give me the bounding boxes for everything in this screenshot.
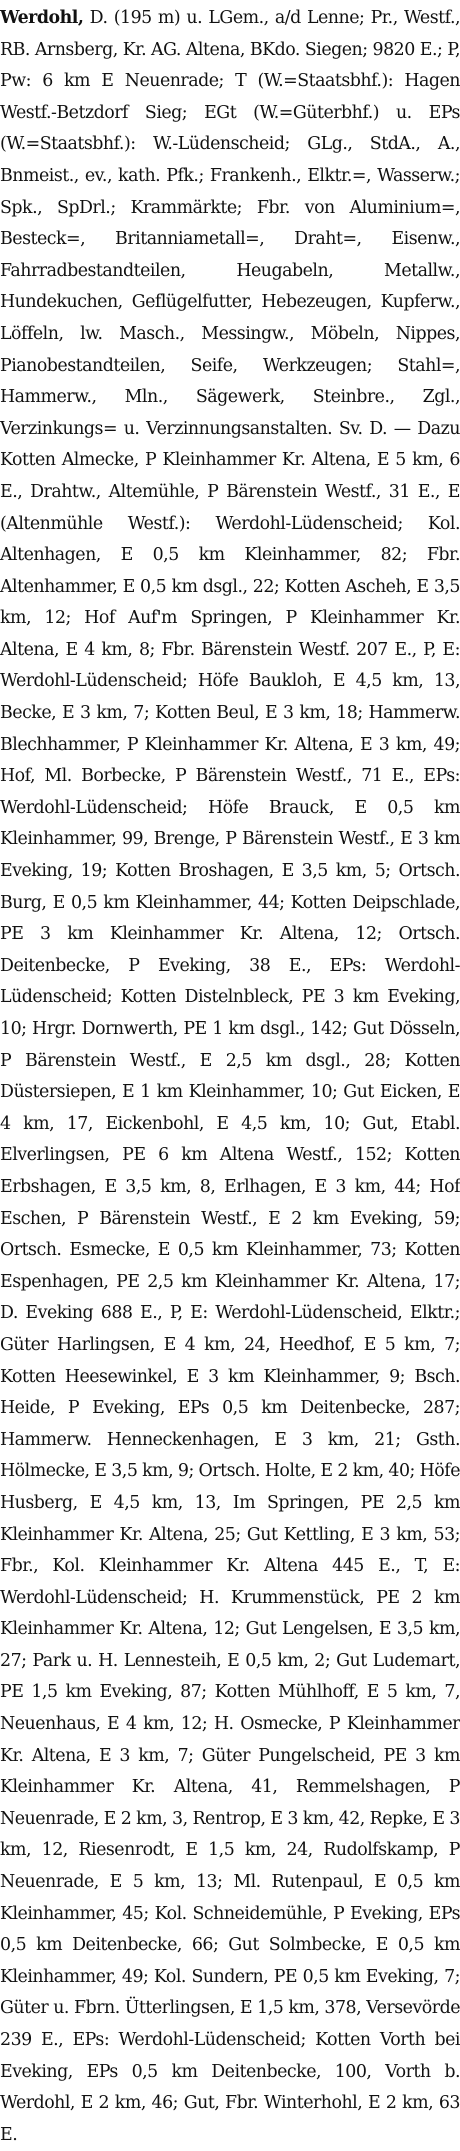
entry-body: D. (195 m) u. LGem., a/d Lenne; Pr., Westf., RB. Arnsberg, Kr. AG. Altena, BKdo. Siegen; 9820 E.; P, Pw: 6 km E Neuenrade; T (W.=Staatsbhf.): Hagen Westf.-Betzdorf Sieg; EGt (W.=Güterbhf.) u. EPs (W.=Staatsbhf.): W.-Lüdenscheid; GLg., StdA., A., Bnmeist., ev., kath. Pfk.; Frankenh., Elktr.=, Wasserw.; Spk., SpDrl.; Krammärkte; Fbr. von Aluminium=, Besteck=, Britanniametall=, Draht=, Eisenw., Fahrradbestandteilen, Heugabeln, Metallw., Hundekuchen, Geflügelfutter, Hebezeugen, Kupferw., Löffeln, lw. Masch., Messingw., Möbeln, Nippes, Pianobestandteilen, Seife, Werkzeugen; Stahl=, Hammerw., Mln., Sägewerk, Steinbre., Zgl., Verzinkungs= u. Verzinnungsanstalten. Sv. D. — Dazu Kotten Almecke, P Kleinhammer Kr. Altena, E 5 km, 6 E., Drahtw., Altemühle, P Bärenstein Westf., 31 E., E (Altenmühle Westf.): Werdohl-Lüdenscheid; Kol. Altenhagen, E 0,5 km Kleinhammer, 82; Fbr. Altenhammer, E 0,5 km dsgl., 22; Kotten Ascheh, E 3,5 km, 12; Hof Auf'm Springen, P Kleinhammer Kr. Altena, E 4 km, 8; Fbr. Bärenstein Westf. 207 E., P, E: Werdohl-Lüdenscheid; Höfe Baukloh, E 4,5 km, 13, Becke, E 3 km, 7; Kotten Beul, E 3 km, 18; Hammerw. Blechhammer, P Kleinhammer Kr. Altena, E 3 km, 49; Hof, Ml. Borbecke, P Bärenstein Westf., 71 E., EPs: Werdohl-Lüdenscheid; Höfe Brauck, E 0,5 km Kleinhammer, 99, Brenge, P Bärenstein Westf., E 3 km Eveking, 19; Kotten Broshagen, E 3,5 km, 5; Ortsch. Burg, E 0,5 km Kleinhammer, 44; Kotten Deipschlade, PE 3 km Kleinhammer Kr. Altena, 12; Ortsch. Deitenbecke, P Eveking, 38 E., EPs: Werdohl-Lüdenscheid; Kotten Distelnbleck, PE 3 km Eveking, 10; Hrgr. Dornwerth, PE 1 km dsgl., 142; Gut Dösseln, P Bärenstein Westf., E 2,5 km dsgl., 28; Kotten Düstersiepen, E 1 km Kleinhammer, 10; Gut Eicken, E 4 km, 17, Eickenbohl, E 4,5 km, 10; Gut, Etabl. Elverlingsen, PE 6 km Altena Westf., 152; Kotten Erbshagen, E 3,5 km, 8, Erlhagen, E 3 km, 44; Hof Eschen, P Bärenstein Westf., E 2 km Eveking, 59; Ortsch. Esmecke, E 0,5 km Kleinhammer, 73; Kotten Espenhagen, PE 2,5 km Kleinhammer Kr. Altena, 17; D. Eveking 688 E., P, E: Werdohl-Lüdenscheid, Elktr.; Güter Harlingsen, E 4 km, 24, Heedhof, E 5 km, 7; Kotten Heesewinkel, E 3 km Kleinhammer, 9; Bsch. Heide, P Eveking, EPs 0,5 km Deitenbecke, 287; Hammerw. Henneckenhagen, E 3 km, 21; Gsth. Hölmecke, E 3,5 km, 9; Ortsch. Holte, E 2 km, 40; Höfe Husberg, E 4,5 km, 13, Im Springen, PE 2,5 km Kleinhammer Kr. Altena, 25; Gut Kettling, E 3 km, 53; Fbr., Kol. Kleinhammer Kr. Altena 445 E., T, E: Werdohl-Lüdenscheid; H. Krummenstück, PE 2 km Kleinhammer Kr. Altena, 12; Gut Lengelsen, E 3,5 km, 27; Park u. H. Lennesteih, E 0,5 km, 2; Gut Ludemart, PE 1,5 km Eveking, 87; Kotten Mühlhoff, E 5 km, 7, Neuenhaus, E 4 km, 12; H. Osmecke, P Kleinhammer Kr. Altena, E 3 km, 7; Güter Pungelscheid, PE 3 km Kleinhammer Kr. Altena, 41, Remmelshagen, P Neuenrade, E 2 km, 3, Rentrop, E 3 km, 42, Repke, E 3 km, 12, Riesenrodt, E 1,5 km, 24, Rudolfskamp, P Neuenrade, E 5 km, 13; Ml. Rutenpaul, E 0,5 km Kleinhammer, 45; Kol. Schneidemühle, P Eveking, EPs 0,5 km Deitenbecke, 66; Gut Solmbecke, E 0,5 km Kleinhammer, 49; Kol. Sundern, PE 0,5 km Eveking, 7; Güter u. Fbrn. Ütterlingsen, E 1,5 km, 378, Versevörde 239 E., EPs: Werdohl-Lüdenscheid; Kotten Vorth bei Eveking, EPs 0,5 km Deitenbecke, 100, Vorth b. Werdohl, E 2 km, 46; Gut, Fbr. Winterhohl, E 2 km, 63 E. bbox=[0, 8, 460, 2145]
gazetteer-entry bbox=[0, 3, 460, 2151]
entry-headword: Werdohl, bbox=[0, 8, 84, 28]
